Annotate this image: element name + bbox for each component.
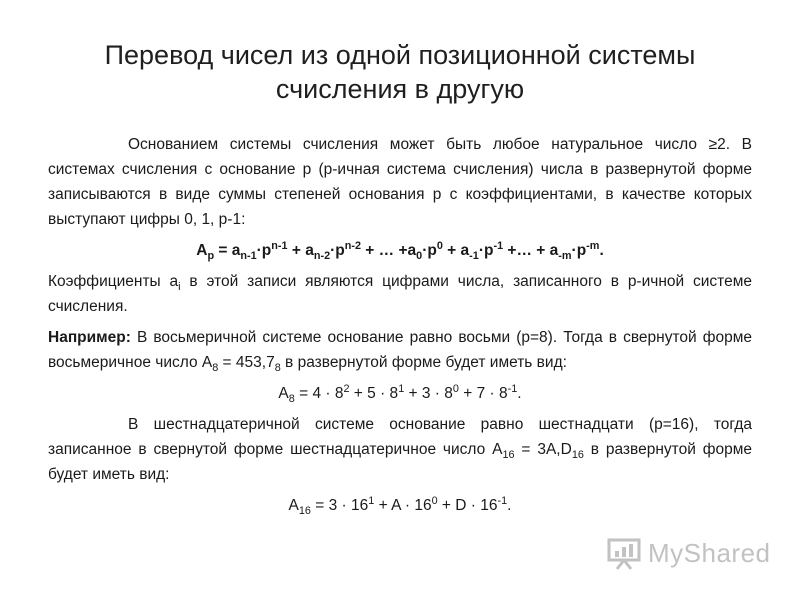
paragraph-coefficients: Коэффициенты $a_i$ в этой записи являются цифрами числа, записанного в p-ичной системе счисления. [48,273,752,315]
slide-body [48,132,752,524]
formula-expanded-form: $A_p = a_{n-1}\cdot p^{n-1} + a_{n-2}\cdot p^{n-2}$ + … $+a_0\cdot p^0 + a_{-1}\cdot p^{-1}$ +… + $a_{-m}\cdot p^{-m}$. [196,239,604,263]
watermark-text: MyShared [648,538,771,568]
paragraph-base: Основанием системы счисления может быть любое натуральное число ≥2. В системах счисления с основание p (p-ичная система счисления) числа в развернутой форме записываются в виде суммы степеней основания p с коэффициентами, в качестве которых выступают цифры 0, 1, p-1: [48,136,752,228]
formula-hex: $A_{16} = 3 \cdot 16^1 + A \cdot 16^0 + D \cdot 16^{-1}$. [288,494,512,518]
watermark [606,534,771,574]
slide-title: Перевод чисел из одной позиционной системы счисления в другую [104,40,696,104]
paragraph-hex-example: В шестнадцатеричной системе основание равно шестнадцати (p=16), тогда записанное в свернутой форме шестнадцатеричное число $A_{16} = 3A,D_{16}$ в развернутой форме будет иметь вид: [48,416,752,483]
formula-octal: $A_8 = 4 \cdot 8^2 + 5 \cdot 8^1 + 3 \cdot 8^0 + 7 \cdot 8^{-1}$. [278,382,522,406]
presentation-icon [606,536,642,572]
paragraph-octal-example: Например: В восьмеричной системе основание равно восьми (p=8). Тогда в свернутой форме восьмеричное число $A_8 = 453,7_8$ в развернутой форме будет иметь вид: [48,329,752,375]
